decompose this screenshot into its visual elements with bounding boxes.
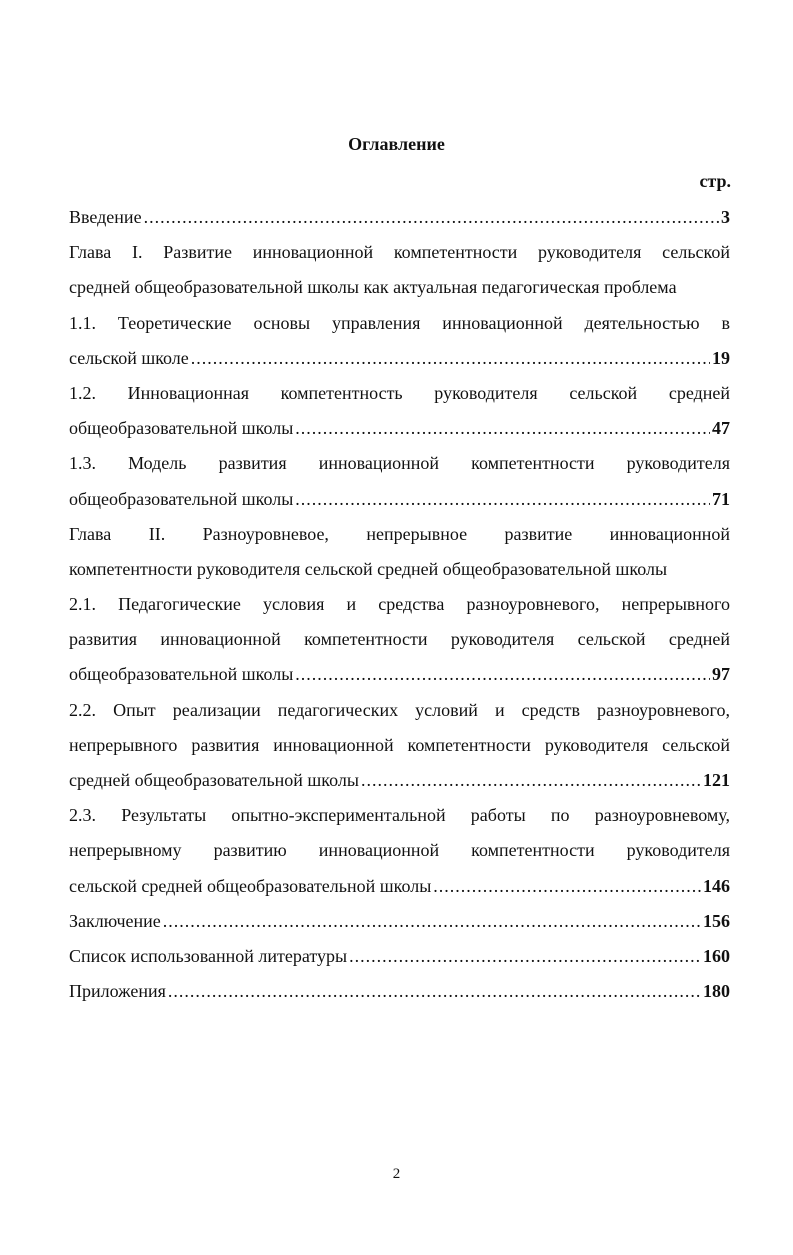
toc-entry-text-line: Глава I. Развитие инновационной компетентности руководителя сельской: [69, 242, 730, 263]
toc-entry[interactable]: [69, 235, 730, 305]
toc-entry-page: 160: [703, 945, 730, 966]
toc-entry-text: Список использованной литературы: [69, 945, 348, 966]
toc-entry-text: общеобразовательной школы: [69, 664, 294, 685]
page-number: 2: [392, 1166, 401, 1182]
dot-leader: [168, 974, 701, 1009]
dot-leader: [295, 482, 710, 517]
toc-entry[interactable]: [69, 693, 730, 799]
dot-leader: [295, 411, 710, 446]
dot-leader: [361, 763, 701, 798]
toc-entry-text: Приложения: [69, 981, 166, 1002]
toc-entry-text-line: Глава II. Разноуровневое, непрерывное развитие инновационной: [69, 523, 730, 544]
toc-entry-page: 19: [712, 347, 730, 368]
toc-entry-text-line: 1.1. Теоретические основы управления инновационной деятельностью в: [69, 312, 730, 333]
toc-entry-leader-line: [69, 200, 730, 235]
toc-entry-page: 121: [703, 770, 730, 790]
toc-entry-page: 146: [703, 875, 730, 896]
toc-entry-leader-line: [69, 763, 730, 798]
toc-entry-text-line: средней общеобразовательной школы как актуальная педагогическая проблема: [69, 277, 677, 298]
toc-entry-text-line: непрерывному развитию инновационной компетентности руководителя: [69, 840, 730, 861]
toc-entry-text: сельской средней общеобразовательной школы: [69, 875, 432, 896]
toc-entry[interactable]: [69, 376, 730, 446]
toc-entry-text-line: развития инновационной компетентности руководителя сельской средней: [69, 629, 730, 650]
dot-leader: [163, 904, 701, 939]
toc-entry[interactable]: [69, 446, 730, 516]
page-column-label: стр.: [699, 171, 731, 191]
toc-entry[interactable]: [69, 587, 730, 693]
toc-entry-text: средней общеобразовательной школы: [69, 770, 359, 790]
toc-entry-text-line: непрерывного развития инновационной компетентности руководителя сельской: [69, 734, 730, 755]
toc-entry[interactable]: [69, 798, 730, 904]
toc-entry-page: 180: [703, 981, 730, 1002]
toc-entry-leader-line: [69, 939, 730, 974]
toc-entry-text-line: компетентности руководителя сельской средней общеобразовательной школы: [69, 558, 668, 579]
toc-entry[interactable]: [69, 306, 730, 376]
table-of-contents: [69, 200, 730, 1009]
toc-entry-text: Заключение: [69, 910, 161, 931]
toc-entry[interactable]: [69, 939, 730, 974]
toc-title: Оглавление: [348, 134, 445, 154]
toc-entry-page: 47: [712, 418, 730, 439]
dot-leader: [433, 869, 701, 904]
toc-entry[interactable]: [69, 517, 730, 587]
toc-entry-page: 156: [703, 910, 730, 931]
dot-leader: [191, 341, 710, 376]
toc-entry-text: общеобразовательной школы: [69, 488, 294, 509]
toc-entry-text: общеобразовательной школы: [69, 418, 294, 439]
toc-entry-text-line: 2.1. Педагогические условия и средства разноуровневого, непрерывного: [69, 594, 730, 615]
toc-entry-text: сельской школе: [69, 347, 189, 368]
toc-entry-text: Введение: [69, 207, 142, 227]
toc-entry-text-line: 2.2. Опыт реализации педагогических условий и средств разноуровневого,: [69, 699, 730, 720]
toc-entry[interactable]: [69, 904, 730, 939]
toc-entry[interactable]: [69, 200, 730, 235]
toc-entry-leader-line: [69, 411, 730, 446]
toc-entry[interactable]: [69, 974, 730, 1009]
toc-entry-text-line: 1.2. Инновационная компетентность руководителя сельской средней: [69, 382, 730, 403]
toc-entry-text-line: 2.3. Результаты опытно-экспериментальной работы по разноуровневому,: [69, 805, 730, 826]
dot-leader: [295, 657, 710, 692]
toc-entry-leader-line: [69, 482, 730, 517]
toc-entry-leader-line: [69, 869, 730, 904]
toc-entry-leader-line: [69, 974, 730, 1009]
toc-entry-page: 71: [712, 488, 730, 509]
toc-entry-text-line: 1.3. Модель развития инновационной компетентности руководителя: [69, 453, 730, 474]
toc-entry-page: 97: [712, 664, 730, 685]
dot-leader: [144, 200, 719, 235]
toc-entry-page: 3: [721, 207, 730, 227]
dot-leader: [349, 939, 701, 974]
toc-entry-leader-line: [69, 341, 730, 376]
toc-entry-leader-line: [69, 657, 730, 692]
toc-entry-leader-line: [69, 904, 730, 939]
